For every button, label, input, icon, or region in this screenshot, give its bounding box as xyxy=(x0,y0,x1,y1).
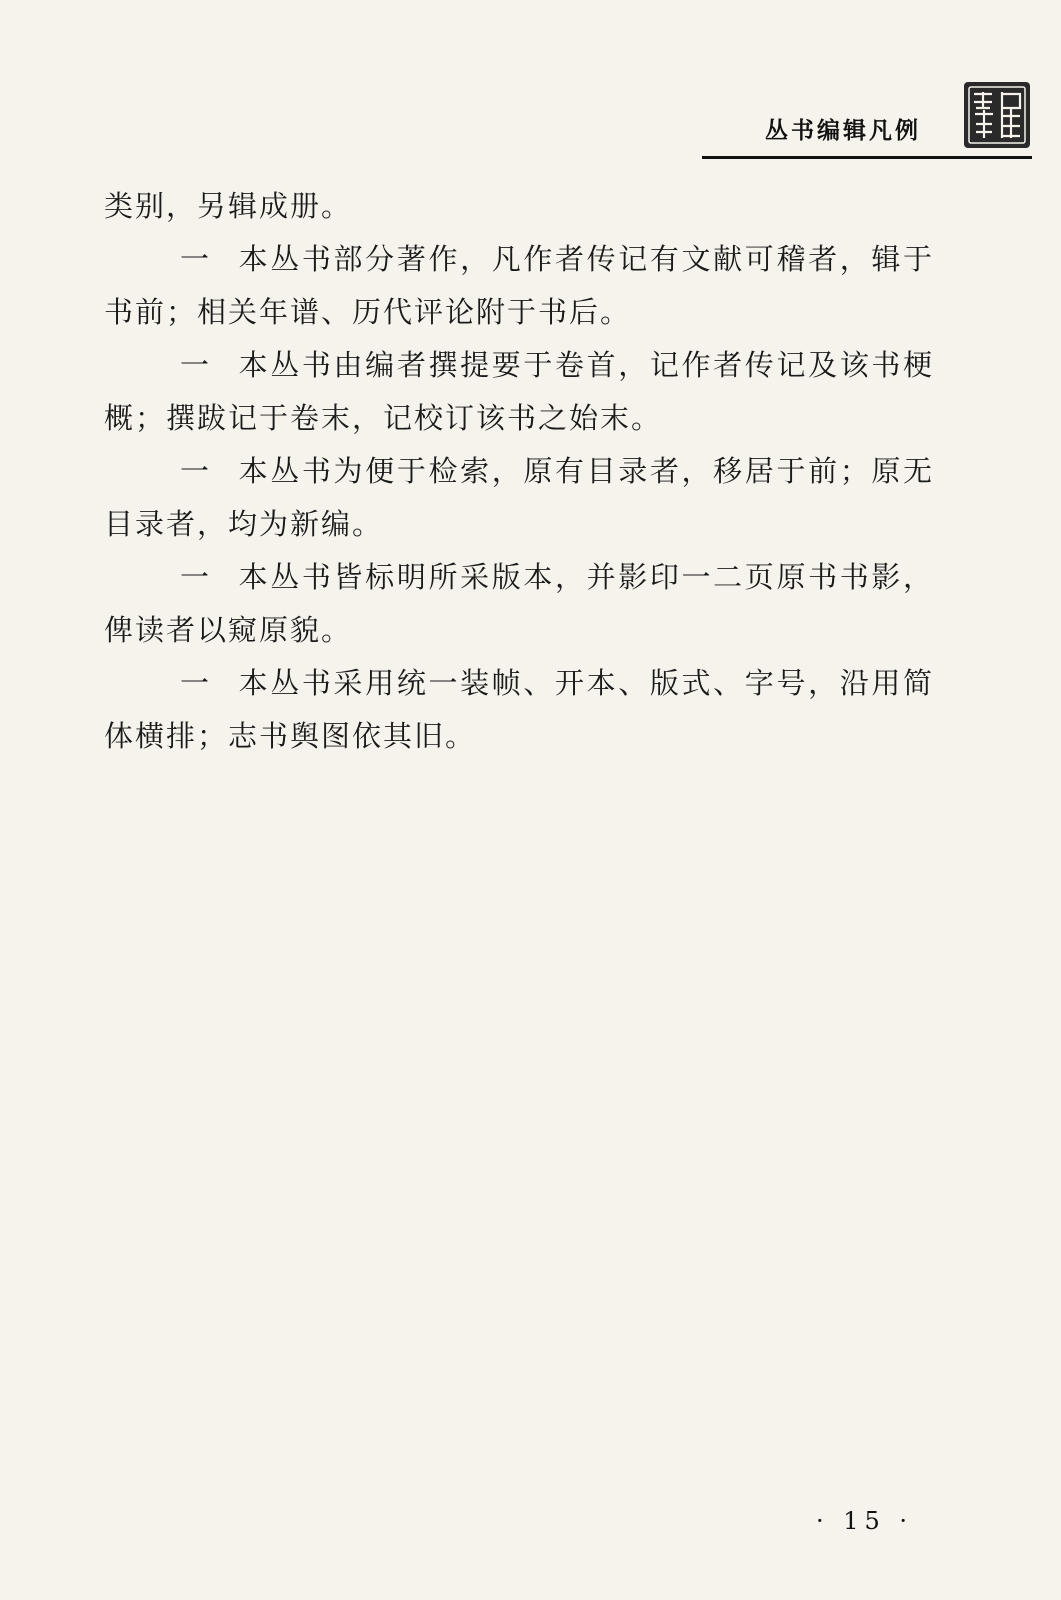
item-marker: 一 xyxy=(180,242,212,276)
list-item xyxy=(104,657,934,763)
list-item xyxy=(104,339,934,445)
seal-stamp-icon xyxy=(962,80,1032,150)
list-item xyxy=(104,233,934,339)
list-item xyxy=(104,445,934,551)
running-head-title: 丛书编辑凡例 xyxy=(765,118,921,144)
item-marker: 一 xyxy=(180,666,212,700)
item-text: 本丛书为便于检索，原有目录者，移居于前；原无目录者，均为新编。 xyxy=(104,454,934,541)
item-text: 本丛书部分著作，凡作者传记有文献可稽者，辑于书前；相关年谱、历代评论附于书后。 xyxy=(104,242,934,329)
item-text: 本丛书采用统一装帧、开本、版式、字号，沿用简体横排；志书舆图依其旧。 xyxy=(104,666,934,753)
item-marker: 一 xyxy=(180,454,212,488)
list-item xyxy=(104,551,934,657)
header-rule xyxy=(702,156,1032,159)
item-text: 本丛书由编者撰提要于卷首，记作者传记及该书梗概；撰跋记于卷末，记校订该书之始末。 xyxy=(104,348,934,435)
item-text: 本丛书皆标明所采版本，并影印一二页原书书影，俾读者以窥原貌。 xyxy=(104,560,934,647)
continued-paragraph: 类别，另辑成册。 xyxy=(104,189,353,223)
body-text xyxy=(104,180,934,763)
page-number: · 15 · xyxy=(816,1507,914,1535)
item-marker: 一 xyxy=(180,348,212,382)
item-marker: 一 xyxy=(180,560,212,594)
